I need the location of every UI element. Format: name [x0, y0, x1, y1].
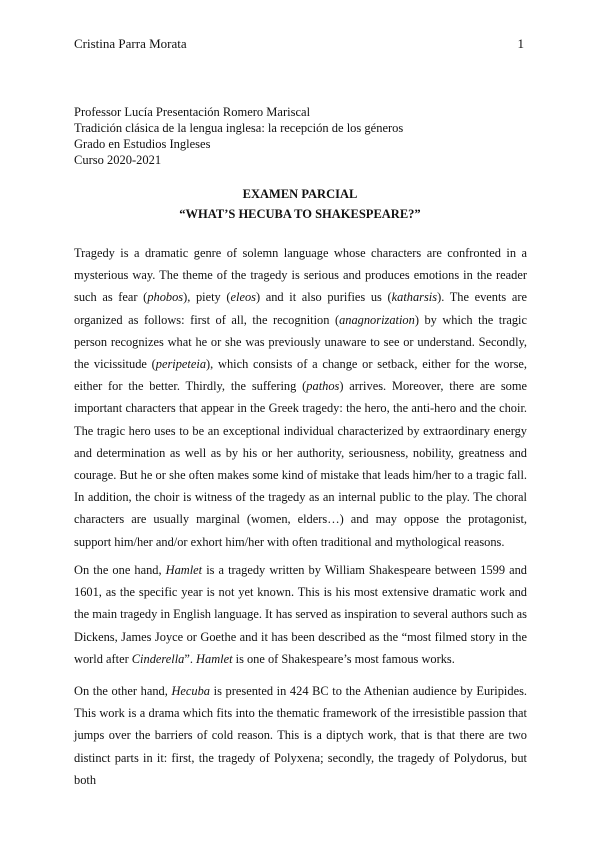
course-line: Tradición clásica de la lengua inglesa: la recepción de los géneros [74, 121, 404, 135]
text-span: ) and it also purifies us ( [255, 290, 392, 305]
text-span: is a tragedy written by William Shakespeare between 1599 and 1601, as the specific year is not yet known. This is his most extensive dramatic work and the main tragedy in English language. It has served as inspiration to several authors such as Dickens, James Joyce or Goethe and it has been described as the “most filmed story in the world after [74, 563, 527, 666]
exam-title [74, 184, 526, 224]
title-line-1: EXAMEN PARCIAL [242, 187, 358, 201]
emphasis-span: pathos [306, 379, 340, 394]
emphasis-span: Cinderella [131, 651, 185, 666]
course-info-block [74, 104, 403, 168]
paragraph-hecuba [74, 680, 527, 791]
emphasis-span: peripeteia [155, 357, 207, 372]
text-span: ), piety ( [183, 290, 231, 305]
emphasis-span: Hecuba [171, 684, 211, 698]
text-span: ), which consists of a change or setback, either for the worse, either for the better. Thirdly, the suffering ( [74, 357, 527, 394]
emphasis-span: anagnorization [339, 312, 415, 327]
title-line-2: “WHAT’S HECUBA TO SHAKESPEARE?” [179, 207, 421, 221]
emphasis-span: Hamlet [165, 563, 203, 577]
text-span: ”. [184, 651, 197, 666]
text-span: ) by which the tragic person recognizes what he or she was previously unaware to see or understand. Secondly, the vicissitude ( [74, 312, 527, 372]
text-span: On the other hand, [74, 684, 172, 698]
emphasis-span: katharsis [391, 290, 438, 305]
text-span: ). The events are organized as follows: first of all, the recognition ( [74, 290, 527, 327]
text-span: is one of Shakespeare’s most famous works. [232, 651, 455, 666]
emphasis-span: eleos [230, 290, 256, 305]
text-span: ) arrives. Moreover, there are some important characters that appear in the Greek tragedy: the hero, the anti-hero and the choir. The tragic hero uses to be an exceptional individual characterized by extraordinary energy and determination as well as by his or her authority, seriousness, nobility, greatness and courage. But he or she often makes some kind of mistake that leads him/her to a tragic fall. In addition, the choir is witness of the tragedy as an internal public to the play. The choral characters are usually marginal (women, elders…) and may oppose the protagonist, support him/her and/or exhort him/her with often traditional and mythological reasons. [74, 379, 527, 549]
page-number: 1 [517, 36, 524, 51]
professor-line: Professor Lucía Presentación Romero Mariscal [74, 105, 311, 119]
degree-line: Grado en Estudios Ingleses [74, 137, 211, 151]
text-span: On the one hand, [74, 563, 166, 577]
text-span: Tragedy is a dramatic genre of solemn language whose characters are confronted in a mysterious way. The theme of the tragedy is serious and produces emotions in the reader such as fear ( [74, 246, 527, 305]
paragraph-tragedy [74, 242, 527, 553]
emphasis-span: phobos [147, 290, 184, 305]
text-span: is presented in 424 BC to the Athenian audience by Euripides. This work is a drama which fits into the thematic framework of the irresistible passion that jumps over the barriers of cold reason. This is a diptych work, that is that there are two distinct parts in it: first, the tragedy of Polyxena; secondly, the tragedy of Polydorus, but both [74, 684, 527, 787]
emphasis-span: Hamlet [196, 651, 233, 666]
year-line: Curso 2020-2021 [74, 153, 162, 167]
paragraph-hamlet [74, 559, 527, 670]
header-author: Cristina Parra Morata [74, 36, 187, 51]
